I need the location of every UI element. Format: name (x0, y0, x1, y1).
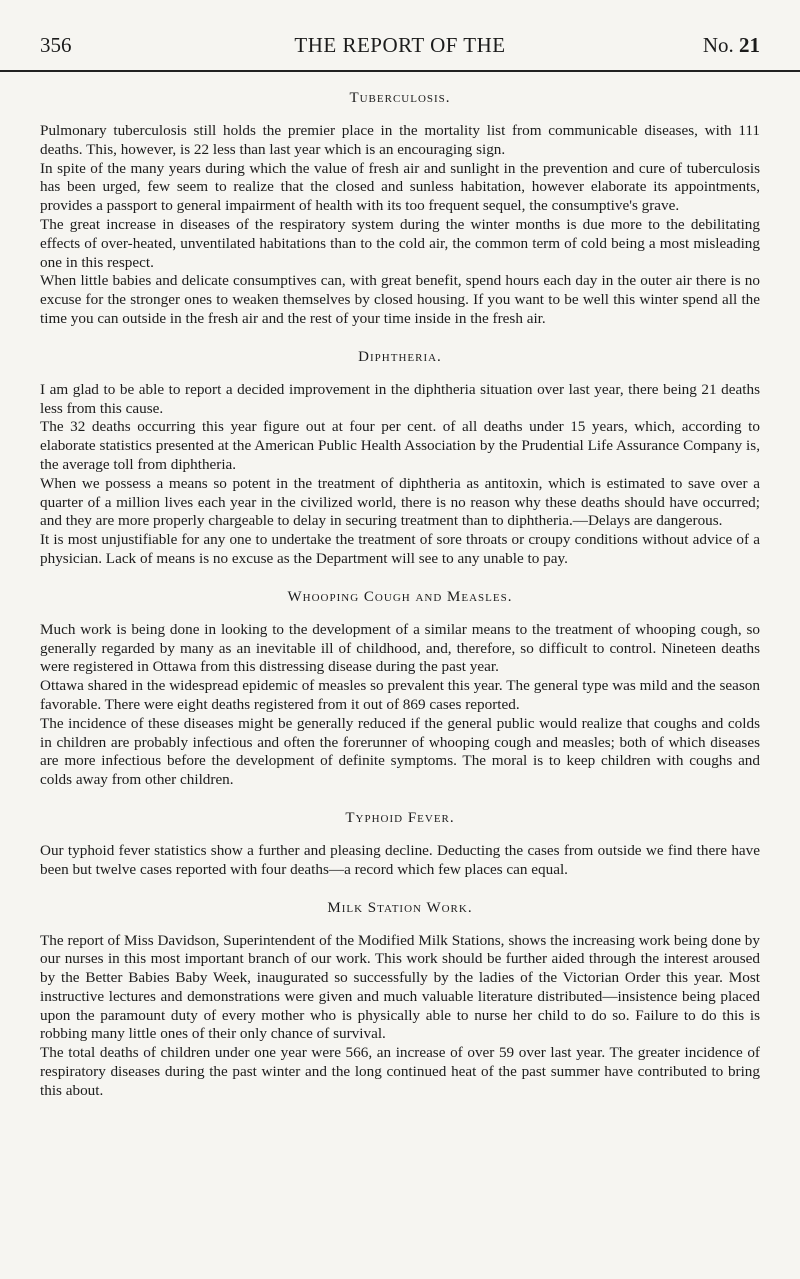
section-diphtheria (40, 349, 760, 569)
document-body (40, 90, 760, 1121)
paragraph: I am glad to be able to report a decided improvement in the diphtheria situation over last year, there being 21 deaths less from this cause. (40, 380, 760, 417)
header-rule (0, 70, 800, 72)
page-number: 356 (40, 33, 72, 57)
paragraph: The report of Miss Davidson, Superintendent of the Modified Milk Stations, shows the increasing work being done by our nurses in this most important branch of our work. This work should be further aided through the interest aroused by the Better Babies Baby Week, inaugurated so successfully by the ladies of the Victorian Order this year. Most instructive lectures and demonstrations were given and much valuable literature distributed—insistence being placed upon the paramount duty of every mother who is physically able to nurse her child to do so. Failure to do this is robbing many little ones of their only chance of survival. (40, 931, 760, 1043)
section-typhoid-fever (40, 810, 760, 880)
section-milk-station-work (40, 900, 760, 1101)
section-heading: Whooping Cough and Measles. (287, 588, 513, 605)
paragraph: The great increase in diseases of the respiratory system during the winter months is due more to the debilitating effects of over-heated, unventilated habitations than to the cold air, the common term of cold being a most misleading one in this respect. (40, 215, 760, 271)
issue-prefix: No. (702, 33, 734, 57)
paragraph: The 32 deaths occurring this year figure out at four per cent. of all deaths under 15 years, which, according to elaborate statistics presented at the American Public Health Association by the Prudential Life Assurance Company is, the average toll from diphtheria. (40, 418, 760, 473)
page-header (40, 0, 760, 60)
paragraph: Pulmonary tuberculosis still holds the premier place in the mortality list from communicable diseases, with 111 deaths. This, however, is 22 less than last year which is an encouraging sign. (40, 122, 760, 158)
section-heading: Tuberculosis. (349, 90, 451, 106)
issue-value: 21 (739, 33, 760, 57)
section-heading: Diphtheria. (358, 348, 442, 365)
paragraph: When little babies and delicate consumptives can, with great benefit, spend hours each day in the outer air there is no excuse for the stronger ones to weaken themselves by closed housing. If you want to be well this winter spend all the time you can outside in the fresh air and the rest of your time inside in the fresh air. (40, 272, 760, 327)
section-tuberculosis (40, 90, 760, 329)
paragraph: In spite of the many years during which the value of fresh air and sunlight in the prevention and cure of tuberculosis has been urged, few seem to realize that the closed and sunless habitation, however elaborate its appointments, provides a passport to general impairment of health with its too frequent sequel, the consumptive's grave. (40, 159, 760, 215)
paragraph: It is most unjustifiable for any one to undertake the treatment of sore throats or croupy conditions without advice of a physician. Lack of means is no excuse as the Department will see to any unable to pay. (40, 531, 760, 567)
paragraph: When we possess a means so potent in the treatment of diphtheria as antitoxin, which is estimated to save over a quarter of a million lives each year in the civilized world, there is no reason why these deaths should have occurred; and they are more properly chargeable to delay in securing treatment than to diphtheria.—Delays are dangerous. (40, 474, 760, 530)
running-head: THE REPORT OF THE (294, 33, 506, 57)
paragraph: Our typhoid fever statistics show a further and pleasing decline. Deducting the cases from outside we find there have been but twelve cases reported with four deaths—a record which few places can equal. (40, 841, 760, 878)
paragraph: The total deaths of children under one year were 566, an increase of over 59 over last year. The greater incidence of respiratory diseases during the past winter and the long continued heat of the past summer have contributed to bring this about. (40, 1044, 760, 1099)
section-heading: Milk Station Work. (327, 899, 473, 916)
section-whooping-cough-measles (40, 589, 760, 790)
paragraph: Much work is being done in looking to the development of a similar means to the treatment of whooping cough, so generally regarded by many as an inevitable ill of childhood, and, therefore, so difficult to control. Nineteen deaths were registered in Ottawa from this distressing disease during the past year. (40, 620, 760, 676)
issue-number (703, 33, 760, 58)
section-heading: Typhoid Fever. (345, 809, 455, 826)
paragraph: The incidence of these diseases might be generally reduced if the general public would realize that coughs and colds in children are probably infectious and often the forerunner of whooping cough and measles; both of which diseases are more infectious before the development of definite symptoms. The moral is to keep children with coughs and colds away from other children. (40, 714, 760, 789)
paragraph: Ottawa shared in the widespread epidemic of measles so prevalent this year. The general type was mild and the season favorable. There were eight deaths registered from it out of 869 cases reported. (40, 677, 760, 713)
